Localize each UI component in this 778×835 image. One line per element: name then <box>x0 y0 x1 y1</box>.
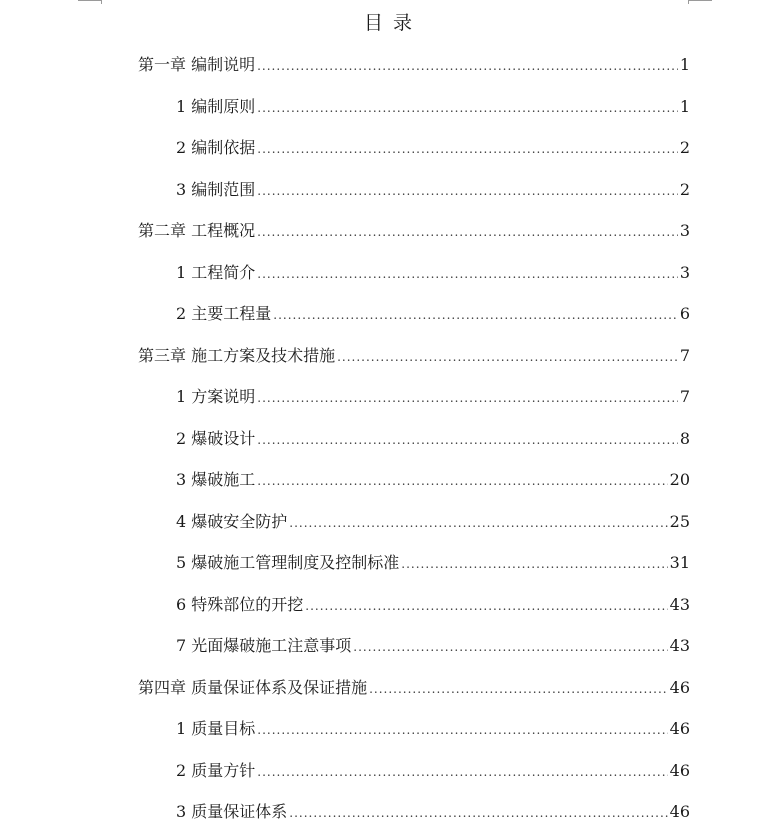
toc-page-number: 46 <box>669 760 690 780</box>
toc-dot-leader <box>337 337 678 379</box>
toc-dot-leader <box>257 212 678 254</box>
toc-dot-leader <box>257 420 678 462</box>
toc-section-entry[interactable] <box>138 750 690 792</box>
crop-mark-right-tick <box>688 0 689 4</box>
toc-section-entry[interactable] <box>138 708 690 750</box>
toc-entry-label: 1 质量目标 <box>176 719 256 738</box>
toc-entry-label: 3 爆破施工 <box>176 470 256 489</box>
crop-mark-right <box>688 0 712 1</box>
toc-entry-label: 5 爆破施工管理制度及控制标准 <box>176 553 400 572</box>
toc-page-number: 20 <box>669 470 690 489</box>
toc-dot-leader <box>257 46 678 88</box>
toc-page-number: 2 <box>679 138 690 157</box>
toc-entry-label: 1 编制原则 <box>176 96 256 116</box>
toc-dot-leader <box>353 627 667 669</box>
toc-section-entry[interactable] <box>138 252 690 294</box>
toc-section-entry[interactable] <box>138 127 690 169</box>
toc-dot-leader <box>401 544 667 586</box>
toc-page-number: 31 <box>669 553 690 572</box>
toc-entry-label: 4 爆破安全防护 <box>176 511 288 531</box>
toc-entry-label: 2 爆破设计 <box>176 428 256 448</box>
toc-section-entry[interactable] <box>138 584 690 626</box>
toc-entry-label: 1 工程简介 <box>176 262 256 282</box>
toc-dot-leader <box>305 586 667 628</box>
toc-page-number: 25 <box>669 511 690 531</box>
toc-dot-leader <box>257 752 667 794</box>
toc-dot-leader <box>289 793 667 835</box>
toc-chapter-entry[interactable] <box>138 667 690 709</box>
toc-entry-label: 7 光面爆破施工注意事项 <box>176 636 352 655</box>
toc-dot-leader <box>257 88 678 130</box>
toc-section-entry[interactable] <box>138 86 690 128</box>
toc-chapter-entry[interactable] <box>138 335 690 377</box>
toc-entry-label: 第二章 工程概况 <box>138 221 256 240</box>
toc-page-number: 3 <box>679 262 690 282</box>
toc-entry-label: 2 主要工程量 <box>176 304 272 323</box>
toc-section-entry[interactable] <box>138 376 690 418</box>
toc-page-number: 46 <box>669 719 690 738</box>
toc-page-number: 46 <box>669 677 690 697</box>
toc-entry-label: 2 质量方针 <box>176 760 256 780</box>
toc-chapter-entry[interactable] <box>138 210 690 252</box>
toc-entry-label: 6 特殊部位的开挖 <box>176 594 304 614</box>
toc-entry-label: 第三章 施工方案及技术措施 <box>138 345 336 365</box>
toc-section-entry[interactable] <box>138 625 690 667</box>
toc-page-number: 43 <box>669 594 690 614</box>
toc-section-entry[interactable] <box>138 791 690 833</box>
toc-page-number: 8 <box>679 428 690 448</box>
toc-section-entry[interactable] <box>138 293 690 335</box>
toc-dot-leader <box>257 710 667 752</box>
toc-page-number: 6 <box>679 304 690 323</box>
toc-page-number: 7 <box>679 345 690 365</box>
toc-entry-label: 第四章 质量保证体系及保证措施 <box>138 677 368 697</box>
toc-section-entry[interactable] <box>138 501 690 543</box>
crop-mark-left <box>78 0 102 1</box>
toc-section-entry[interactable] <box>138 542 690 584</box>
toc-section-entry[interactable] <box>138 169 690 211</box>
crop-mark-left-tick <box>101 0 102 4</box>
toc-section-entry[interactable] <box>138 418 690 460</box>
table-of-contents <box>138 44 690 833</box>
toc-dot-leader <box>257 129 678 171</box>
toc-dot-leader <box>257 171 678 213</box>
toc-page-number: 3 <box>679 221 690 240</box>
toc-page-number: 1 <box>679 96 690 116</box>
toc-dot-leader <box>369 669 668 711</box>
toc-entry-label: 2 编制依据 <box>176 138 256 157</box>
toc-dot-leader <box>289 503 667 545</box>
toc-dot-leader <box>273 295 678 337</box>
toc-chapter-entry[interactable] <box>138 44 690 86</box>
toc-entry-label: 3 质量保证体系 <box>176 802 288 821</box>
toc-section-entry[interactable] <box>138 459 690 501</box>
toc-dot-leader <box>257 254 678 296</box>
toc-dot-leader <box>257 461 667 503</box>
toc-entry-label: 1 方案说明 <box>176 387 256 406</box>
toc-page-number: 1 <box>679 55 690 74</box>
toc-page-number: 7 <box>679 387 690 406</box>
toc-page-number: 46 <box>669 802 690 821</box>
toc-page-number: 2 <box>679 179 690 199</box>
page-title: 目 录 <box>363 12 415 34</box>
toc-page-number: 43 <box>669 636 690 655</box>
toc-entry-label: 第一章 编制说明 <box>138 55 256 74</box>
toc-dot-leader <box>257 378 678 420</box>
toc-entry-label: 3 编制范围 <box>176 179 256 199</box>
